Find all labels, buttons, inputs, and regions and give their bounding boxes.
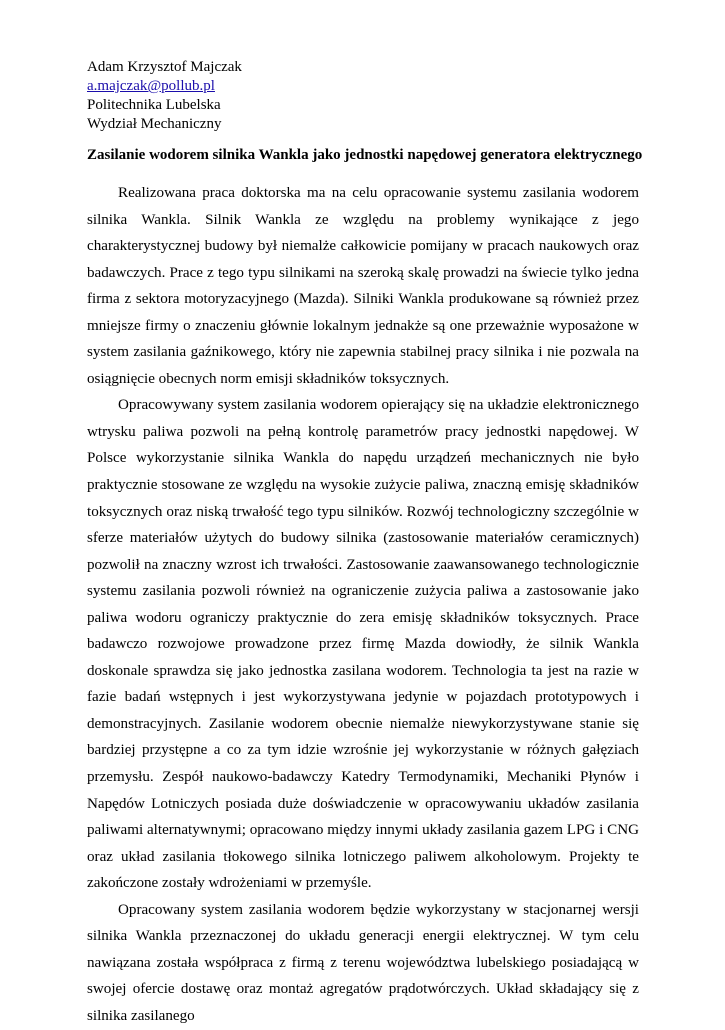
document-title: Zasilanie wodorem silnika Wankla jako jednostki napędowej generatora elektrycznego [87,147,643,163]
author-name: Adam Krzysztof Majczak [87,59,242,75]
paragraph-1: Realizowana praca doktorska ma na celu opracowanie systemu zasilania wodorem silnika Wankla. Silnik Wankla ze względu na problemy wynikające z jego charakterystycznej budowy był niemalże całkowicie pomijany w pracach naukowych oraz badawczych. Prace z tego typu silnikami na szeroką skalę prowadzi na świecie tylko jedna firma z sektora motoryzacyjnego (Mazda). Silniki Wankla produkowane są również przez mniejsze firmy o znaczeniu głównie lokalnym jednakże są one przeważnie wyposażone w system zasilania gaźnikowego, który nie zapewnia stabilnej pracy silnika i nie pozwala na osiągnięcie obecnych norm emisji składników toksycznych. [87,185,639,387]
author-email-link[interactable]: a.majczak@pollub.pl [87,78,215,94]
document-body [87,180,639,1030]
author-block [87,58,242,134]
paragraph-3: Opracowany system zasilania wodorem będzie wykorzystany w stacjonarnej wersji silnika Wankla przeznaczonej do układu generacji energii elektrycznej. W tym celu nawiązana została współpraca z firmą z terenu województwa lubelskiego posiadającą w swojej ofercie dostawę oraz montaż agregatów prądotwórczych. Układ składający się z silnika zasilanego [87,901,639,1024]
university-name: Politechnika Lubelska [87,97,221,113]
faculty-name: Wydział Mechaniczny [87,116,222,132]
paragraph-2: Opracowywany system zasilania wodorem opierający się na układzie elektronicznego wtrysku paliwa pozwoli na pełną kontrolę parametrów pracy jednostki napędowej. W Polsce wykorzystanie silnika Wankla do napędu urządzeń mechanicznych nie było praktycznie stosowane ze względu na wysokie zużycie paliwa, znaczną emisję składników toksycznych oraz niską trwałość tego typu silników. Rozwój technologiczny szczególnie w sferze materiałów użytych do budowy silnika (zastosowanie materiałów ceramicznych) pozwolił na znaczny wzrost ich trwałości. Zastosowanie zaawansowanego technologicznie systemu zasilania pozwoli również na ograniczenie zużycia paliwa a zastosowanie jako paliwa wodoru ograniczy praktycznie do zera emisję składników toksycznych. Prace badawczo rozwojowe prowadzone przez firmę Mazda dowiodły, że silnik Wankla doskonale sprawdza się jako jednostka zasilana wodorem. Technologia ta jest na razie w fazie badań wstępnych i jest wykorzystywana jedynie w pojazdach prototypowych i demonstracyjnych. Zasilanie wodorem obecnie niemalże niewykorzystywane stanie się bardziej przystępne a co za tym idzie wzrośnie jej wykorzystanie w różnych gałęziach przemysłu. Zespół naukowo-badawczy Katedry Termodynamiki, Mechaniki Płynów i Napędów Lotniczych posiada duże doświadczenie w opracowywaniu układów zasilania paliwami alternatywnymi; opracowano między innymi układy zasilania gazem LPG i CNG oraz układ zasilania tłokowego silnika lotniczego paliwem alkoholowym. Projekty te zakończone zostały wdrożeniami w przemyśle. [87,397,639,892]
